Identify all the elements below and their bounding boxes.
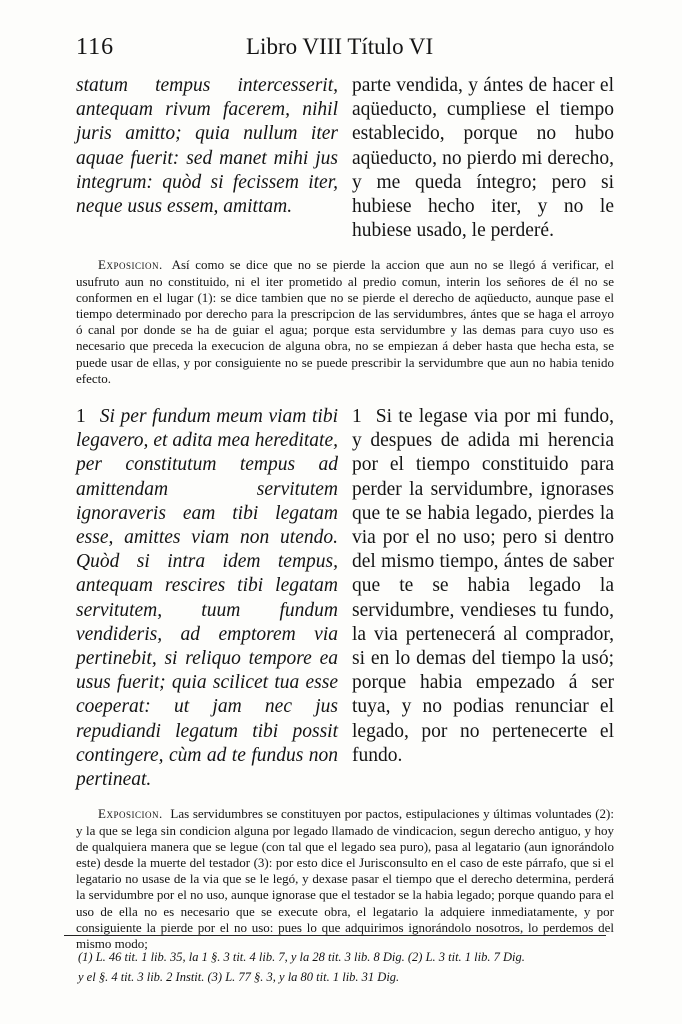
spanish-text: Si te legase via por mi fundo, y despues de adida mi herencia por el tiempo constituido para perder la servidumbre, ignorases que te se habia legado, pierdes la via por el no uso; pero si dentro del mismo tiempo, ántes de saber que te se habia legado la servidumbre, vendieses tu fundo, la via pertenecerá al comprador, si en lo demas del tiempo la usó; porque habia empezado á ser tuya, y no podias renunciar el legado, por no pertenecerte el fundo. bbox=[352, 406, 614, 766]
exposicion-label: Exposicion. bbox=[98, 257, 163, 273]
latin-column bbox=[76, 74, 338, 243]
page-body bbox=[76, 34, 614, 952]
section-number: 1 bbox=[76, 406, 86, 428]
spanish-text: parte vendida, y ántes de hacer el aqüeducto, cumpliese el tiempo establecido, porque no hubo aqüeducto, no pierdo mi derecho, y me queda íntegro; pero si hubiese hecho iter, y no le hubiese usado, le perderé. bbox=[352, 75, 614, 242]
footnote-line: (1) L. 46 tit. 1 lib. 35, la 1 §. 3 tit. 4 lib. 7, y la 28 tit. 3 lib. 8 Dig. (2) L. 3 tit. 1 lib. 7 Dig. bbox=[78, 950, 525, 964]
footnote-line: y el §. 4 tit. 3 lib. 2 Instit. (3) L. 77 §. 3, y la 80 tit. 1 lib. 31 Dig. bbox=[78, 970, 400, 984]
parallel-block-2 bbox=[76, 405, 614, 792]
latin-column bbox=[76, 405, 338, 792]
latin-text: statum tempus intercesserit, antequam rivum facerem, nihil juris amitto; quia nullum iter aquae fuerit: sed manet mihi jus integrum: quòd si fecissem iter, neque usus essem, amittam. bbox=[76, 75, 338, 218]
spanish-column bbox=[352, 74, 614, 243]
latin-text: Si per fundum meum viam tibi legavero, et adita mea hereditate, per constitutum tempus ad amittendam servitutem ignoraveris eam tibi legatam esse, amittes viam non utendo. Quòd si intra idem tempus, antequam rescires tibi legatam servitutem, tuum fundum vendideris, ad emptorem via pertinebit, si reliquo tempore ea usus fuerit; quia scilicet tua esse coeperat: ut jam nec jus repudiandi legatum tibi possit contingere, cùm ad te fundus non pertineat. bbox=[76, 406, 338, 791]
page-number: 116 bbox=[76, 34, 115, 60]
exposicion-label: Exposicion. bbox=[98, 806, 163, 822]
exposicion-text: Así como se dice que no se pierde la accion que aun no se llegó á verificar, el usufruto aun no constituido, ni el iter prometido al predio comun, interin los señores de él no se conformen en el lugar (1): se dice tambien que no se pierde el derecho de aqüeducto, aunque pase el tiempo determinado por derecho para la prescripcion de las servidumbres, ántes que se haga el arroyo ó canal por donde se ha de guiar el agua; porque esta servidumbre y las demas para cuyo uso es necesario que preceda la execucion de alguna obra, no se empiezan á deber hasta que hecha esta, se puede usar de ellas, y por consiguiente no se puede prescribir la servidumbre que aun no habia tenido efecto. bbox=[76, 257, 614, 386]
spanish-column bbox=[352, 405, 614, 792]
exposicion-text: Las servidumbres se constituyen por pactos, estipulaciones y últimas voluntades (2): y la que se lega sin condicion alguna por legado llamado de vindicacion, segun derecho antiguo, y hoy de qualquiera manera que se legue (con tal que el legado sea puro), pasa al legatario (aun ignorándolo este) desde la muerte del testador (3): por esto dice el Jurisconsulto en el caso de este párrafo, que si el legatario no usase de la via que se le legó, y dexase pasar el tiempo que el derecho determina, perderá la servidumbre por el no uso, aunque ignorase que el testador se la habia legado; porque quando para el uso de ella no es necesario que se execute obra, el legatario la adquiere inmediatamente, y por consiguiente la pierde por el no uso: pues lo que adquirimos ignorándolo nosotros, lo perdemos del mismo modo; bbox=[76, 806, 615, 951]
footnote-rule bbox=[64, 935, 606, 936]
exposicion-paragraph-1 bbox=[76, 257, 614, 387]
section-number: 1 bbox=[352, 406, 362, 428]
running-title: Libro VIII Título VI bbox=[246, 34, 434, 59]
footnotes bbox=[64, 947, 618, 987]
parallel-block-1 bbox=[76, 74, 614, 243]
spanish-paragraph bbox=[352, 405, 614, 768]
page-header bbox=[76, 34, 614, 68]
latin-paragraph bbox=[76, 405, 338, 792]
exposicion-paragraph-2 bbox=[76, 806, 614, 952]
